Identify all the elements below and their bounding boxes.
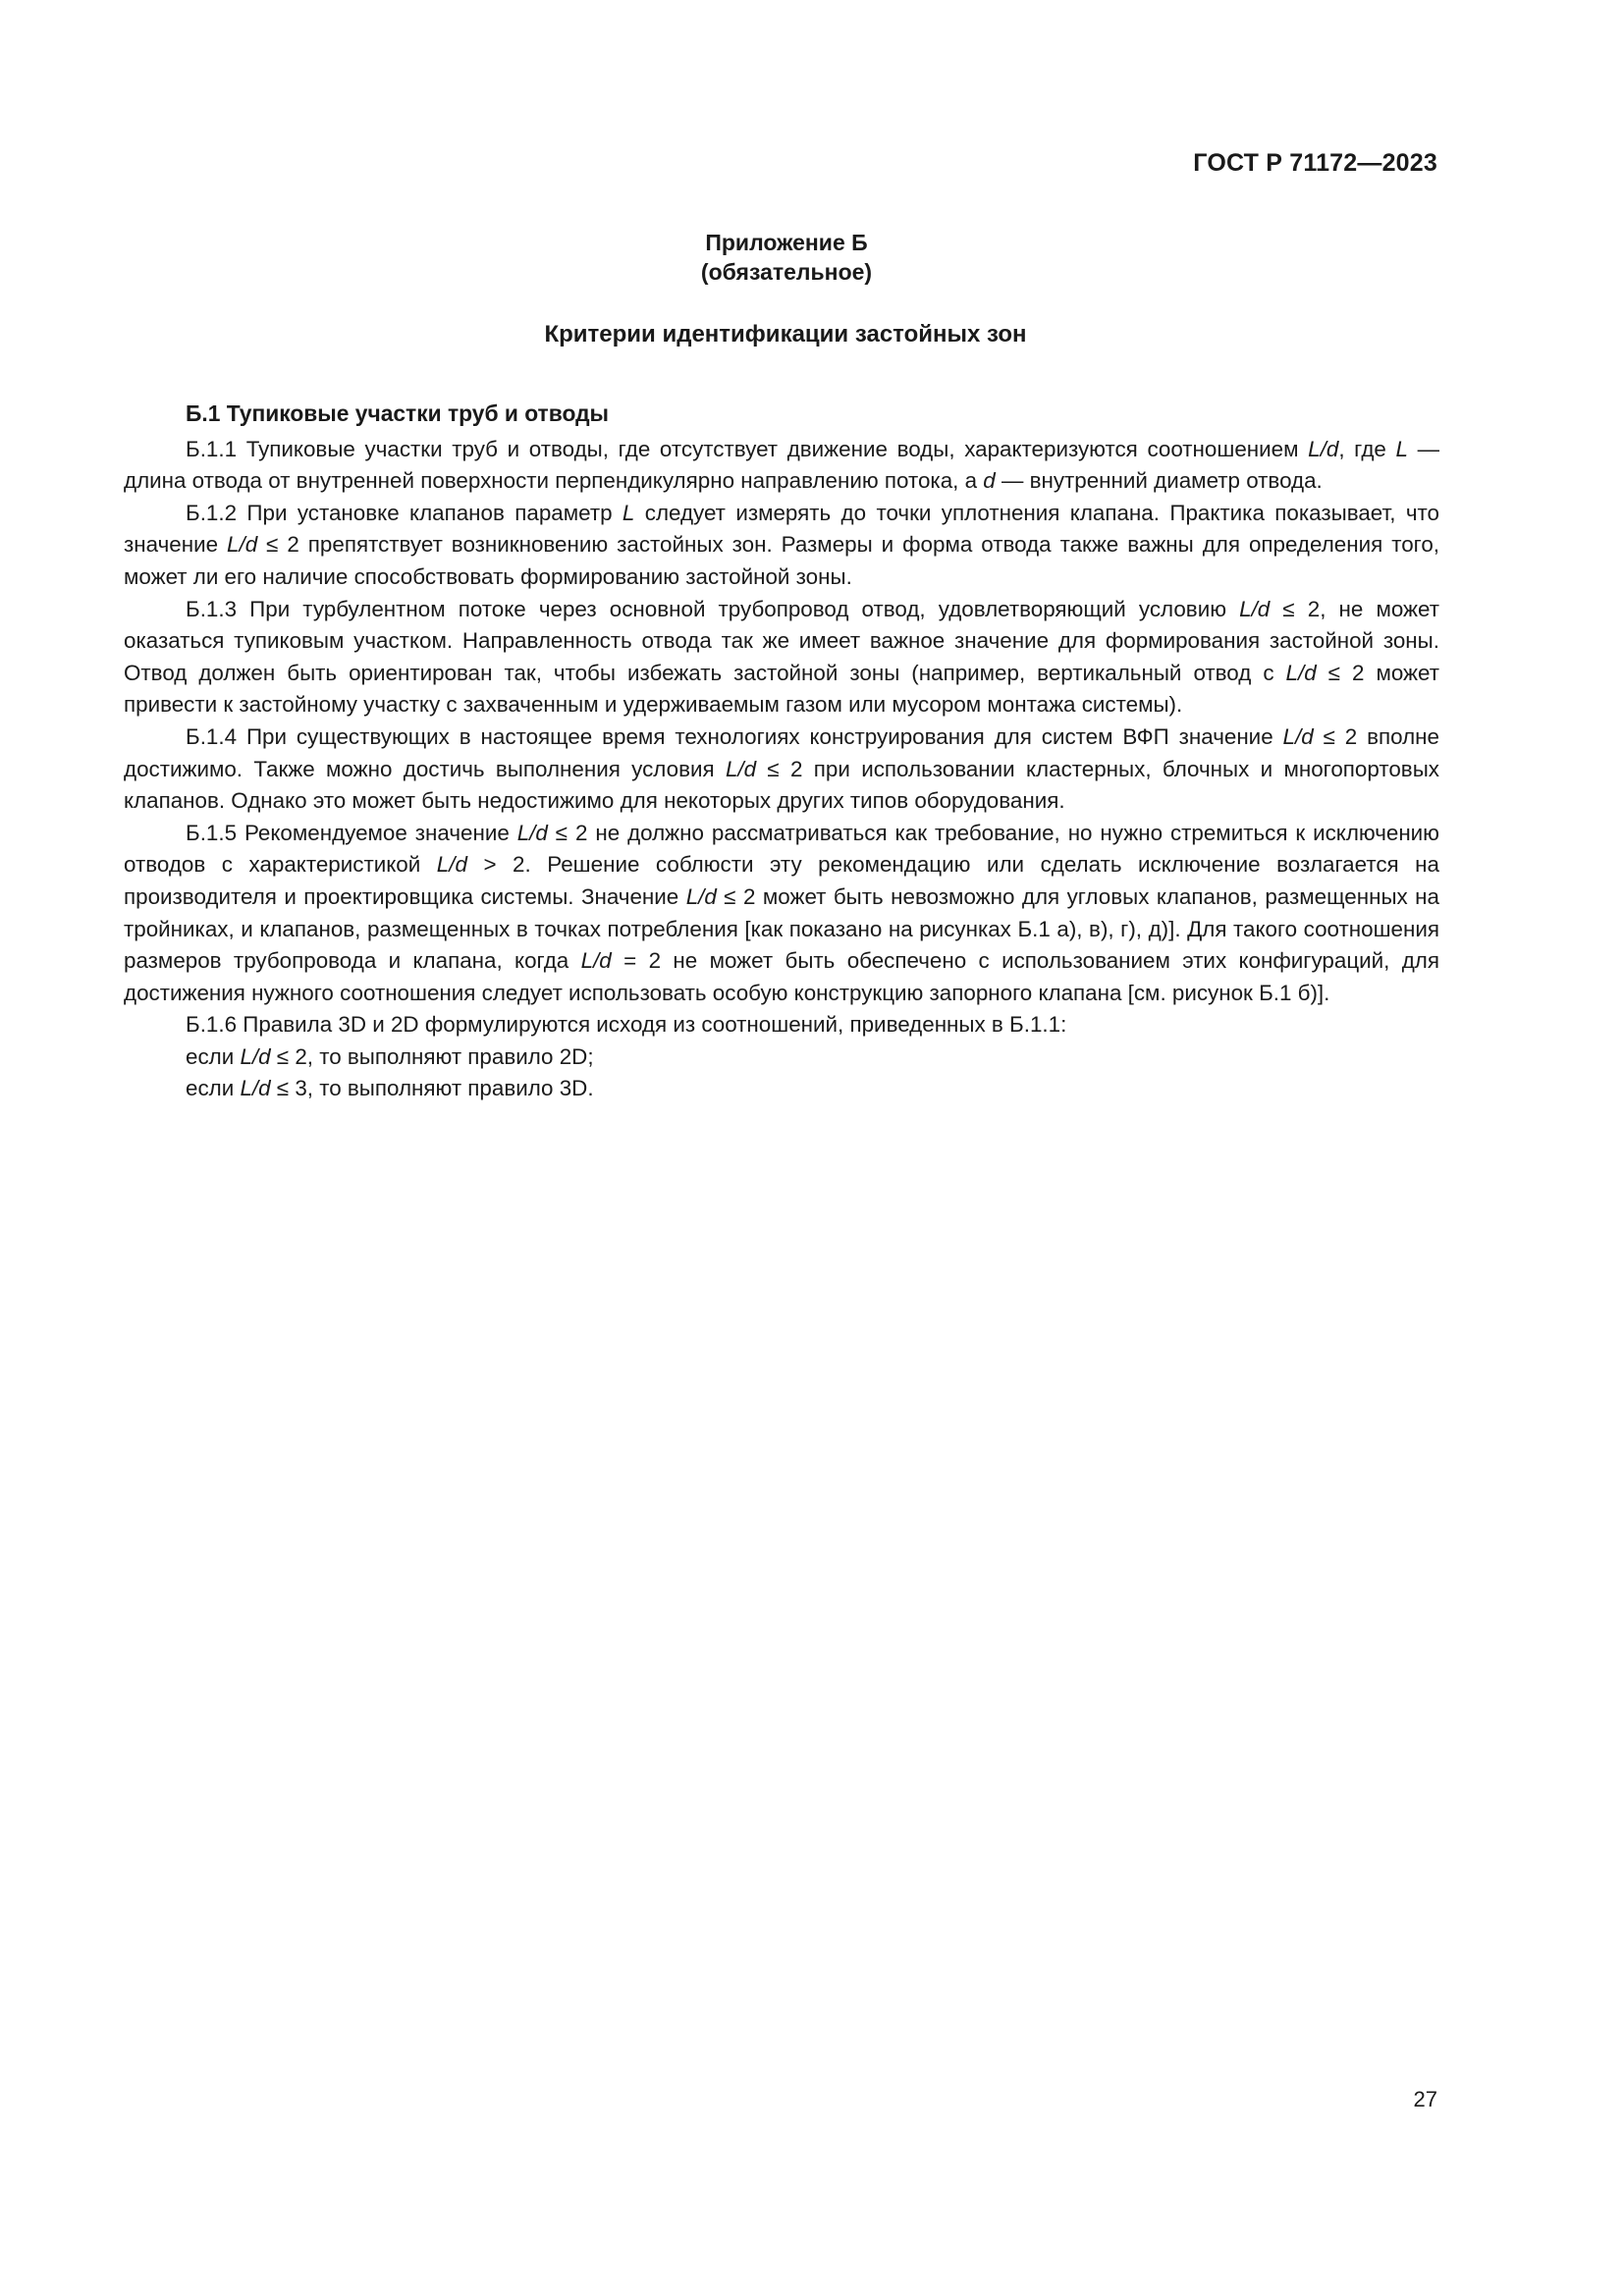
section-heading: Б.1 Тупиковые участки труб и отводы	[186, 400, 610, 426]
rule-2d: если L/d ≤ 2, то выполняют правило 2D;	[186, 1043, 594, 1069]
paragraph-b-1-1: Б.1.1 Тупиковые участки труб и отводы, где отсутствует движение воды, характеризуются соотношением L/d, где L — длина отвода от внутренней поверхности перпендикулярно направлению потока, а d — внутренний диаметр отвода.	[124, 436, 1440, 494]
appendix-header	[0, 228, 1573, 287]
paragraph-b-1-3: Б.1.3 При турбулентном потоке через основной трубопровод отвод, удовлетворяющий условию L/d ≤ 2, не может оказаться тупиковым участком. Направленность отвода так же имеет важное значение для формирования застойной зоны. Отвод должен быть ориентирован так, чтобы избежать застойной зоны (например, вертикальный отвод с L/d ≤ 2 может привести к застойному участку с захваченным и удерживаемым газом или мусором монтажа системы).	[124, 596, 1439, 718]
paragraph-b-1-4: Б.1.4 При существующих в настоящее время технологиях конструирования для систем ВФП значение L/d ≤ 2 вполне достижимо. Также можно достичь выполнения условия L/d ≤ 2 при использовании кластерных, блочных и многопортовых клапанов. Однако это может быть недостижимо для некоторых других типов оборудования.	[124, 723, 1439, 814]
paragraph-b-1-2: Б.1.2 При установке клапанов параметр L следует измерять до точки уплотнения клапана. Практика показывает, что значение L/d ≤ 2 препятствует возникновению застойных зон. Размеры и форма отвода также важны для определения того, может ли его наличие способствовать формированию застойной зоны.	[124, 500, 1439, 589]
page-number: 27	[1413, 2087, 1437, 2111]
paragraph-b-1-5: Б.1.5 Рекомендуемое значение L/d ≤ 2 не должно рассматриваться как требование, но нужно стремиться к исключению отводов с характеристикой L/d > 2. Решение соблюсти эту рекомендацию или сделать исключение возлагается на производителя и проектировщика системы. Значение L/d ≤ 2 может быть невозможно для угловых клапанов, размещенных на тройниках, и клапанов, размещенных в точках потребления [как показано на рисунках Б.1 а), в), г), д)]. Для такого соотношения размеров трубопровода и клапана, когда L/d = 2 не может быть обеспечено с использованием этих конфигураций, для достижения нужного соотношения следует использовать особую конструкцию запорного клапана [см. рисунок Б.1 б)].	[124, 820, 1440, 1005]
paragraph-b-1-6: Б.1.6 Правила 3D и 2D формулируются исходя из соотношений, приведенных в Б.1.1:	[186, 1012, 1067, 1038]
document-body	[124, 398, 1439, 1105]
appendix-status: (обязательное)	[700, 259, 873, 285]
rule-3d: если L/d ≤ 3, то выполняют правило 3D.	[186, 1076, 594, 1101]
document-code: ГОСТ Р 71172—2023	[1193, 149, 1437, 177]
appendix-title: Приложение Б	[705, 230, 868, 255]
appendix-heading: Критерии идентификации застойных зон	[544, 321, 1027, 347]
